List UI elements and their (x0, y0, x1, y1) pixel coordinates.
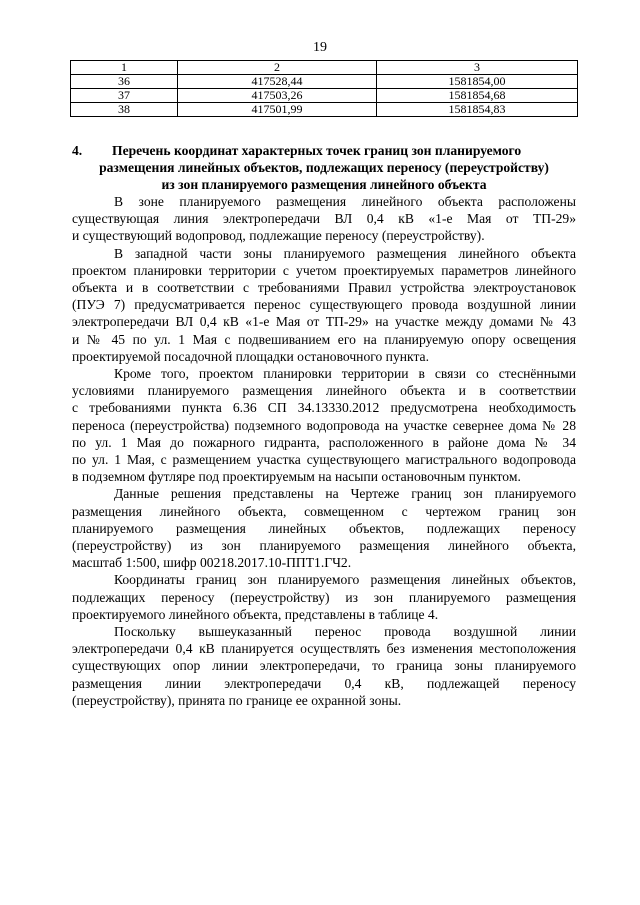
paragraph-4-line: размещения линейного объекта, совмещенном с чертежом границ зон (72, 503, 576, 519)
table-row (71, 103, 578, 117)
y-coordinate-cell: 1581854,00 (377, 75, 578, 89)
section-title-line: размещения линейных объектов, подлежащих переносу (переустройству) (99, 160, 549, 175)
y-coordinate-cell: 1581854,68 (377, 89, 578, 103)
paragraph-5-line: подлежащих переносу (переустройству) из зон планируемого размещения (72, 589, 576, 605)
section-number: 4. (72, 143, 83, 158)
paragraph-4-line: (переустройству) из зон планируемого размещения линейного объекта, (72, 538, 576, 553)
x-coordinate-cell: 417503,26 (178, 89, 377, 103)
table-header-cell: 3 (377, 61, 578, 75)
table-header-row (71, 61, 578, 75)
paragraph-3-line: по ул. 1 Мая до пожарного гидранта, расположенного в районе дома № 34 (72, 434, 576, 450)
table-row (71, 75, 578, 89)
paragraph-6-line: Поскольку вышеуказанный перенос провода воздушной линии (114, 624, 576, 639)
paragraph-3-line: переноса (переустройства) подземного водопровода на участке севернее дома № 28 (72, 417, 576, 433)
table-header-cell: 1 (71, 61, 178, 75)
paragraph-2-line: (ПУЭ 7) предусматривается перенос существующего провода воздушной линии (72, 297, 576, 313)
paragraph-6-line: существующих опор линии электропередачи, то граница зоны планируемого (72, 658, 576, 674)
paragraph-6-line: размещения линии электропередачи 0,4 кВ, подлежащей переносу (72, 675, 576, 691)
x-coordinate-cell: 417501,99 (178, 103, 377, 117)
section-title-line: Перечень координат характерных точек границ зон планируемого (112, 143, 522, 158)
paragraph-2-line: и № 45 по ул. 1 Мая с подвешиванием его на планируемую опору освещения (72, 331, 576, 347)
paragraph-4-line: планируемого размещения линейных объектов, подлежащих переносу (72, 520, 576, 536)
paragraph-3-line: с требованиями пункта 6.36 СП 34.13330.2012 предусмотрена необходимость (72, 400, 576, 416)
paragraph-1-line: В зоне планируемого размещения линейного объекта расположены (114, 194, 576, 209)
paragraph-4-line: Данные решения представлены на Чертеже границ зон планируемого (114, 486, 576, 502)
paragraph-3-line: Кроме того, проектом планировки территории в связи со стеснёнными (114, 366, 576, 381)
paragraph-1-line: существующая линия электропередачи ВЛ 0,4 кВ «1-е Мая от ТП-29» (72, 211, 576, 227)
page-number: 19 (313, 40, 327, 55)
paragraph-5-line: проектируемого линейного объекта, представлены в таблице 4. (72, 606, 439, 622)
point-number-cell: 38 (71, 103, 178, 117)
table-header-cell: 2 (178, 61, 377, 75)
coordinates-table (70, 60, 578, 117)
paragraph-6-line: (переустройству), принята по границе ее охранной зоны. (72, 692, 402, 708)
paragraph-4-line: масштаб 1:500, шифр 00218.2017.10-ППТ1.ГЧ2. (72, 555, 352, 571)
paragraph-3-line: условиями планируемого размещения линейного объекта и в соответствии (72, 383, 576, 399)
paragraph-2-line: объекта и в соответствии с требованиями Правил устройства электроустановок (72, 280, 576, 295)
paragraph-1-line: и существующий водопровод, подлежащие переносу (переустройству). (72, 228, 485, 244)
paragraph-2-line: В западной части зоны планируемого размещения линейного объекта (114, 245, 576, 261)
paragraph-3-line: в подземном футляре под проектируемым на насыпи остановочным пунктом. (72, 469, 521, 485)
paragraph-2-line: электропередачи ВЛ 0,4 кВ «1-е Мая от ТП-29» на участке между домами № 43 (72, 314, 576, 330)
point-number-cell: 36 (71, 75, 178, 89)
table-row (71, 89, 578, 103)
paragraph-5-line: Координаты границ зон планируемого размещения линейных объектов, (114, 572, 576, 588)
paragraph-6-line: электропередачи 0,4 кВ планируется осуществлять без изменения местоположения (72, 641, 576, 657)
y-coordinate-cell: 1581854,83 (377, 103, 578, 117)
x-coordinate-cell: 417528,44 (178, 75, 377, 89)
paragraph-2-line: проектируемой посадочной площадки остановочного пункта. (72, 348, 429, 364)
point-number-cell: 37 (71, 89, 178, 103)
paragraph-2-line: проектом планировки территории с учетом проектируемых параметров линейного (72, 262, 576, 278)
section-title-line: из зон планируемого размещения линейного объекта (161, 177, 487, 192)
paragraph-3-line: по ул. 1 Мая, с размещением участка существующего магистрального водопровода (72, 452, 576, 467)
section-heading-line (72, 142, 576, 159)
